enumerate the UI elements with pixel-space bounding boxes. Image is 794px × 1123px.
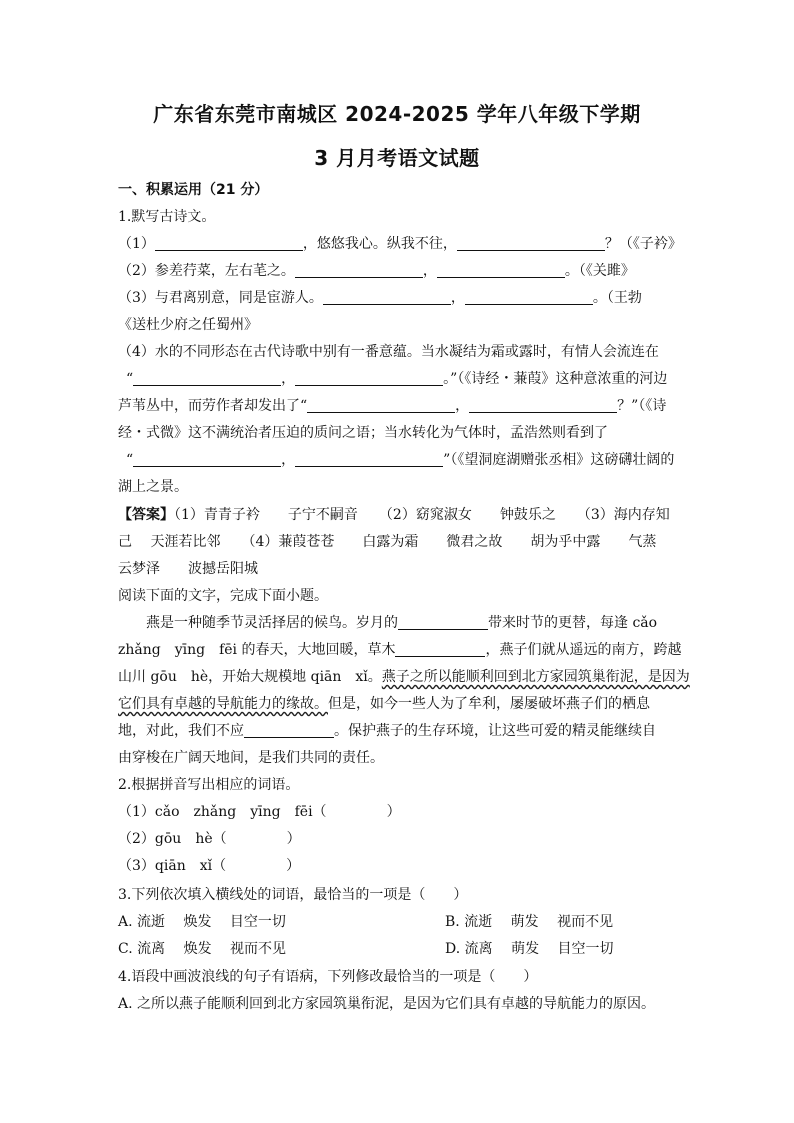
answer-blank[interactable] — [395, 642, 485, 657]
passage-line-1 — [146, 614, 706, 632]
q1-item-2 — [118, 262, 678, 280]
answer-line-3: 云梦泽 波撼岳阳城 — [118, 561, 258, 577]
q1-item-3-source: 《送杜少府之任蜀州》 — [118, 317, 258, 333]
q1-item-3 — [118, 289, 678, 307]
answer-line-1 — [118, 506, 678, 524]
section-heading: 一、积累运用（21 分） — [118, 182, 269, 198]
q3-option-d[interactable]: D. 流离 萌发 目空一切 — [445, 941, 614, 957]
paren-close: ） — [286, 831, 301, 847]
comma: ， — [455, 398, 470, 414]
q1-4-text: ”（《望洞庭湖赠张丞相》这磅礴壮阔的 — [443, 452, 675, 468]
answer-blank[interactable] — [465, 290, 593, 305]
answer-blank[interactable] — [155, 236, 303, 251]
q3-stem: 3.下列依次填入横线处的词语，最恰当的一项是（ ） — [118, 887, 468, 903]
passage-line-5 — [118, 722, 678, 740]
answer-blank[interactable] — [323, 290, 451, 305]
q1-4-text: ？”（《诗 — [617, 398, 667, 414]
answer-blank[interactable] — [469, 398, 617, 413]
exam-subtitle: 3 月月考语文试题 — [314, 146, 480, 170]
q1-item-4: （4）水的不同形态在古代诗歌中别有一番意蕴。当水凝结为霜或露时，有情人会流连在 — [118, 344, 659, 360]
answer-blank[interactable] — [295, 263, 423, 278]
q1-1-label: （1） — [118, 236, 155, 252]
answer-blank[interactable] — [398, 615, 488, 630]
q1-2-comma: ， — [422, 263, 437, 279]
q2-stem: 2.根据拼音写出相应的词语。 — [118, 777, 300, 793]
passage-line-3 — [118, 668, 690, 686]
q1-3-comma: ， — [450, 290, 465, 306]
q1-item-4-line3 — [118, 397, 678, 415]
q4-stem: 4.语段中画波浪线的句子有语病，下列修改最恰当的一项是（ ） — [118, 969, 538, 985]
q1-2-text: （2）参差荇菜，左右芼之。 — [118, 263, 295, 279]
q1-2-source: 。（《关雎》 — [564, 263, 635, 279]
q2-pinyin: （3）qiān xǐ（ — [118, 858, 227, 874]
answer-blank[interactable] — [457, 236, 605, 251]
q3-option-a[interactable]: A. 流逝 焕发 目空一切 — [118, 914, 286, 930]
passage-line-2 — [118, 641, 682, 659]
q1-4-text: 。”（《诗经・蒹葭》这种意浓重的河边 — [443, 371, 668, 387]
passage-intro: 阅读下面的文字，完成下面小题。 — [118, 588, 328, 604]
q2-item-1 — [118, 803, 678, 821]
q3-option-b[interactable]: B. 流逝 萌发 视而不见 — [445, 914, 614, 930]
passage-text: zhǎng yīng fēi 的春天，大地回暖，草木 — [118, 642, 396, 658]
q2-item-2 — [118, 830, 678, 848]
answer-blank[interactable] — [307, 398, 455, 413]
q1-3-text: （3）与君离别意，同是宦游人。 — [118, 290, 323, 306]
answer-text: （1）青青子衿 子宁不嗣音 （2）窈窕淑女 钟鼓乐之 （3）海内存知 — [174, 507, 670, 523]
passage-text: 地，对此，我们不应 — [118, 723, 244, 739]
answer-blank[interactable] — [295, 371, 443, 386]
q1-3-source: 。（王勃 — [592, 290, 642, 306]
q2-item-3 — [118, 857, 678, 875]
quote-open: “ — [126, 452, 134, 468]
answer-key-label: 【答案】 — [118, 507, 174, 523]
q3-option-c[interactable]: C. 流离 焕发 视而不见 — [118, 941, 287, 957]
q1-4-text: 芦苇丛中，而劳作者却发出了“ — [118, 398, 308, 414]
q4-option-a[interactable]: A. 之所以燕子能顺利回到北方家园筑巢衔泥，是因为它们具有卓越的导航能力的原因。 — [118, 996, 656, 1012]
answer-blank[interactable] — [133, 371, 281, 386]
answer-line-2: 己 天涯若比邻 （4）蒹葭苍苍 白露为霜 微君之故 胡为乎中露 气蒸 — [118, 534, 657, 550]
answer-blank[interactable] — [295, 452, 443, 467]
q1-item-1 — [118, 235, 682, 253]
paren-close: ） — [386, 804, 401, 820]
passage-text: 山川 gōu hè，开始大规模地 qiān xǐ。 — [118, 669, 382, 685]
q1-stem: 1.默写古诗文。 — [118, 209, 216, 225]
passage-text: 。保护燕子的生存环境，让这些可爱的精灵能继续自 — [334, 723, 656, 739]
q2-pinyin: （1）cǎo zhǎng yīng fēi（ — [118, 804, 327, 820]
passage-line-4 — [118, 695, 678, 713]
q1-item-4-line4: 经・式微》这不满统治者压迫的质问之语；当水转化为气体时，孟浩然则看到了 — [118, 425, 608, 441]
paren-close: ） — [286, 858, 301, 874]
answer-blank[interactable] — [437, 263, 565, 278]
q3-row-1 — [118, 913, 678, 931]
q1-item-4-line2 — [126, 370, 686, 388]
wavy-sentence: 它们具有卓越的导航能力的缘故。 — [118, 696, 328, 712]
passage-line-6: 由穿梭在广阔天地间，是我们共同的责任。 — [118, 750, 384, 766]
q2-pinyin: （2）gōu hè（ — [118, 831, 227, 847]
answer-blank[interactable] — [244, 723, 334, 738]
comma: ， — [281, 371, 296, 387]
passage-text: 但是，如今一些人为了牟利，屡屡破坏燕子们的栖息 — [328, 696, 650, 712]
passage-text: ，燕子们就从遥远的南方，跨越 — [485, 642, 682, 658]
passage-text: 带来时节的更替，每逢 cǎo — [488, 615, 658, 631]
wavy-sentence: 燕子之所以能顺利回到北方家园筑巢衔泥，是因为 — [381, 669, 690, 685]
q3-row-2 — [118, 940, 678, 958]
q1-item-4-line5 — [126, 451, 686, 469]
q1-item-4-line6: 湖上之景。 — [118, 479, 188, 495]
passage-text: 燕是一种随季节灵活择居的候鸟。岁月的 — [146, 615, 398, 631]
q1-1-text: ，悠悠我心。纵我不往， — [302, 236, 457, 252]
comma: ， — [281, 452, 296, 468]
answer-blank[interactable] — [133, 452, 281, 467]
q1-1-source: ？（《子衿》 — [604, 236, 682, 252]
quote-open: “ — [126, 371, 134, 387]
exam-title: 广东省东莞市南城区 2024-2025 学年八年级下学期 — [153, 102, 641, 126]
